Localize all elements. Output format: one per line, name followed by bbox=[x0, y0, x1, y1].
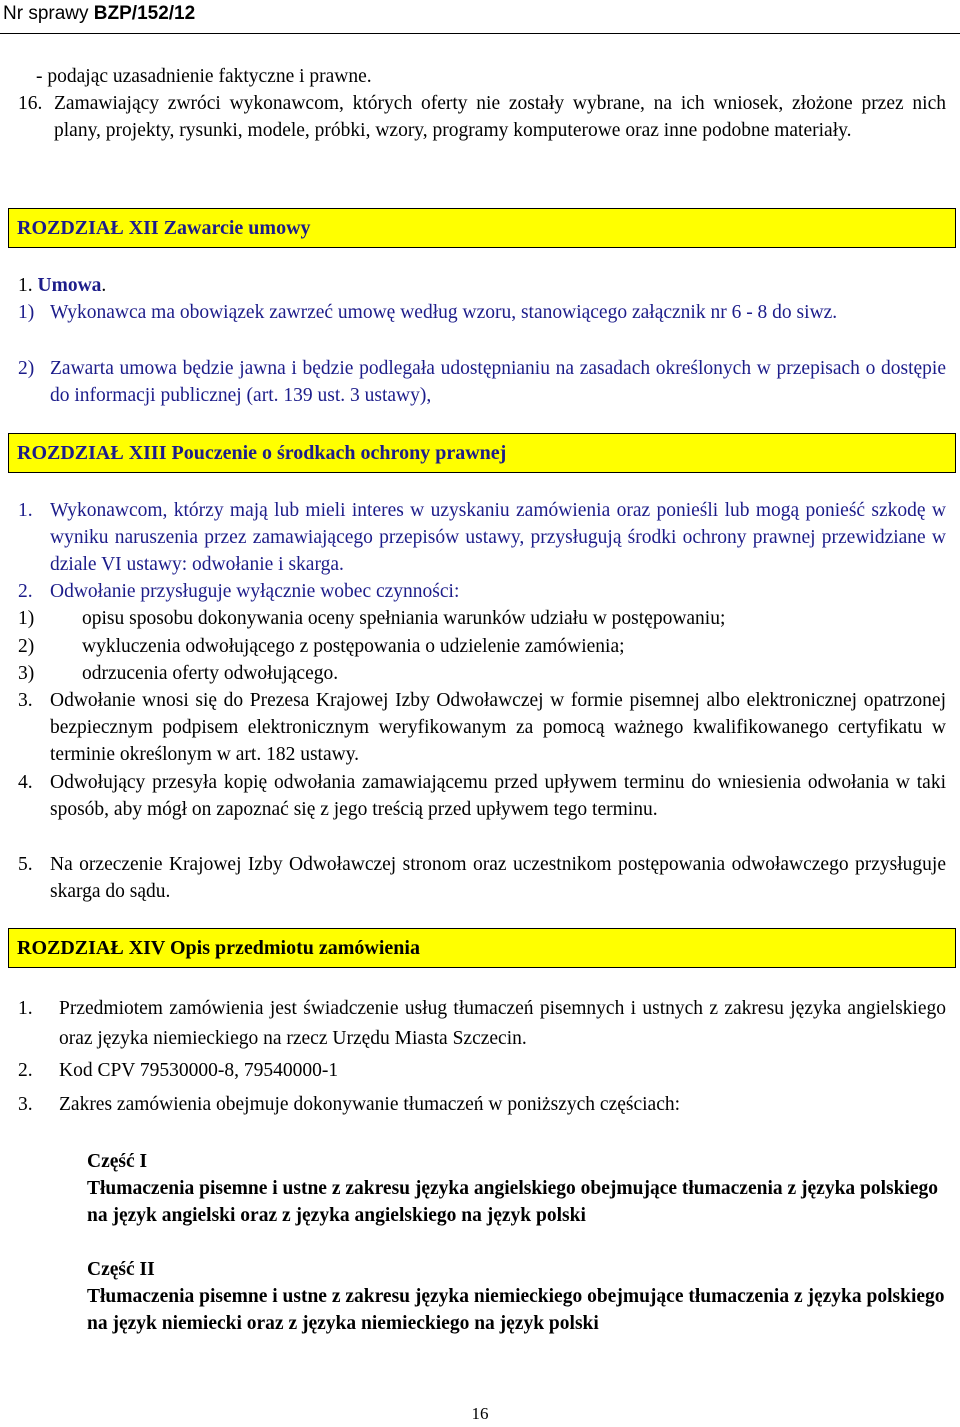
ch14-item-2 bbox=[18, 1057, 946, 1084]
item-number: 1. bbox=[18, 275, 33, 296]
header-rule bbox=[0, 33, 960, 34]
ch12-sub-2 bbox=[18, 355, 946, 409]
item-number: 1. bbox=[18, 500, 33, 521]
item-number: 3. bbox=[18, 690, 33, 711]
ch13-sub-3 bbox=[18, 660, 946, 687]
ch14-item-3 bbox=[18, 1091, 946, 1118]
ch13-sub-2 bbox=[18, 633, 946, 660]
item-text: Odwołanie wnosi się do Prezesa Krajowej Izby Odwoławczej w formie pisemnej albo elektronicznej opatrzonej bezpiecznym podpisem elektronicznym weryfikowanym za pomocą ważnego kwalifikowanego certyfikatu w terminie określonym w art. 182 ustawy. bbox=[50, 690, 946, 765]
item-number: 2. bbox=[18, 581, 33, 602]
item-number: 2. bbox=[18, 1060, 33, 1081]
item-text: Na orzeczenie Krajowej Izby Odwoławczej stronom oraz uczestnikom postępowania odwoławczego przysługuje skarga do sądu. bbox=[50, 854, 946, 902]
sub-text: odrzucenia oferty odwołującego. bbox=[82, 663, 339, 684]
sub-text: Wykonawca ma obowiązek zawrzeć umowę według wzoru, stanowiącego załącznik nr 6 - 8 do siwz. bbox=[50, 302, 838, 323]
ch13-item-1 bbox=[18, 497, 946, 578]
chapter-14-heading: ROZDZIAŁ XIV Opis przedmiotu zamówienia bbox=[8, 928, 956, 968]
item-number: 3. bbox=[18, 1094, 33, 1115]
part-2-text: Tłumaczenia pisemne i ustne z zakresu języka niemieckiego obejmujące tłumaczenia z języka polskiego na język niemiecki oraz z języka niemieckiego na język polski bbox=[87, 1286, 945, 1334]
item-text: Zamawiający zwróci wykonawcom, których oferty nie zostały wybrane, na ich wniosek, złożone przez nich plany, projekty, rysunki, modele, próbki, wzory, programy komputerowe oraz inne podobne materiały. bbox=[54, 93, 946, 141]
page-header bbox=[3, 2, 195, 26]
sub-number: 1) bbox=[18, 608, 35, 629]
item-number: 16. bbox=[18, 93, 43, 114]
ch13-item-5 bbox=[18, 851, 946, 905]
sub-text: Zawarta umowa będzie jawna i będzie podlegała udostępnianiu na zasadach określonych w przepisach o dostępie do informacji publicznej (art. 139 ust. 3 ustawy), bbox=[50, 358, 946, 406]
sub-text: opisu sposobu dokonywania oceny spełniania warunków udziału w postępowaniu; bbox=[82, 608, 726, 629]
part-1-text: Tłumaczenia pisemne i ustne z zakresu języka angielskiego obejmujące tłumaczenia z języka polskiego na język angielski oraz z języka angielskiego na język polski bbox=[87, 1178, 939, 1226]
item-text: Odwołanie przysługuje wyłącznie wobec czynności: bbox=[50, 581, 460, 602]
intro-item-16 bbox=[18, 90, 946, 144]
case-number: BZP/152/12 bbox=[93, 3, 196, 24]
intro-line: - podając uzasadnienie faktyczne i prawne. bbox=[36, 66, 372, 87]
ch13-sub-1 bbox=[18, 605, 946, 632]
item-text: Odwołujący przesyła kopię odwołania zamawiającemu przed upływem terminu do wniesienia odwołania w taki sposób, aby mógł on zapoznać się z jego treścią przed upływem tego terminu. bbox=[50, 772, 946, 820]
item-label-dot: . bbox=[101, 275, 107, 296]
page-number: 16 bbox=[471, 1404, 489, 1423]
ch13-item-4 bbox=[18, 769, 946, 823]
item-text: Kod CPV 79530000-8, 79540000-1 bbox=[59, 1060, 339, 1081]
ch14-item-1 bbox=[18, 994, 946, 1054]
sub-number: 2) bbox=[18, 636, 35, 657]
case-prefix: Nr sprawy bbox=[3, 3, 94, 24]
item-label: Umowa bbox=[37, 275, 102, 296]
sub-number: 1) bbox=[18, 302, 35, 323]
chapter-12-heading: ROZDZIAŁ XII Zawarcie umowy bbox=[8, 208, 956, 248]
part-1-title: Część I bbox=[87, 1151, 148, 1172]
sub-text: wykluczenia odwołującego z postępowania o udzielenie zamówienia; bbox=[82, 636, 625, 657]
ch12-sub-1 bbox=[18, 299, 946, 326]
item-number: 1. bbox=[18, 998, 33, 1019]
ch13-item-3 bbox=[18, 687, 946, 768]
item-text: Przedmiotem zamówienia jest świadczenie usług tłumaczeń pisemnych i ustnych z zakresu języka angielskiego oraz języka niemieckiego na rzecz Urzędu Miasta Szczecin. bbox=[59, 998, 946, 1049]
item-text: Zakres zamówienia obejmuje dokonywanie tłumaczeń w poniższych częściach: bbox=[59, 1094, 681, 1115]
sub-number: 2) bbox=[18, 358, 35, 379]
chapter-13-heading: ROZDZIAŁ XIII Pouczenie o środkach ochrony prawnej bbox=[8, 433, 956, 473]
item-number: 4. bbox=[18, 772, 33, 793]
part-2-title: Część II bbox=[87, 1259, 155, 1280]
ch12-item-1 bbox=[18, 272, 946, 299]
item-number: 5. bbox=[18, 854, 33, 875]
ch13-item-2 bbox=[18, 578, 946, 605]
item-text: Wykonawcom, którzy mają lub mieli interes w uzyskaniu zamówienia oraz ponieśli lub mogą ponieść szkodę w wyniku naruszenia przez zamawiającego przepisów ustawy, przysługują środki ochrony prawnej przewidziane w dziale VI ustawy: odwołanie i skarga. bbox=[50, 500, 946, 575]
sub-number: 3) bbox=[18, 663, 35, 684]
